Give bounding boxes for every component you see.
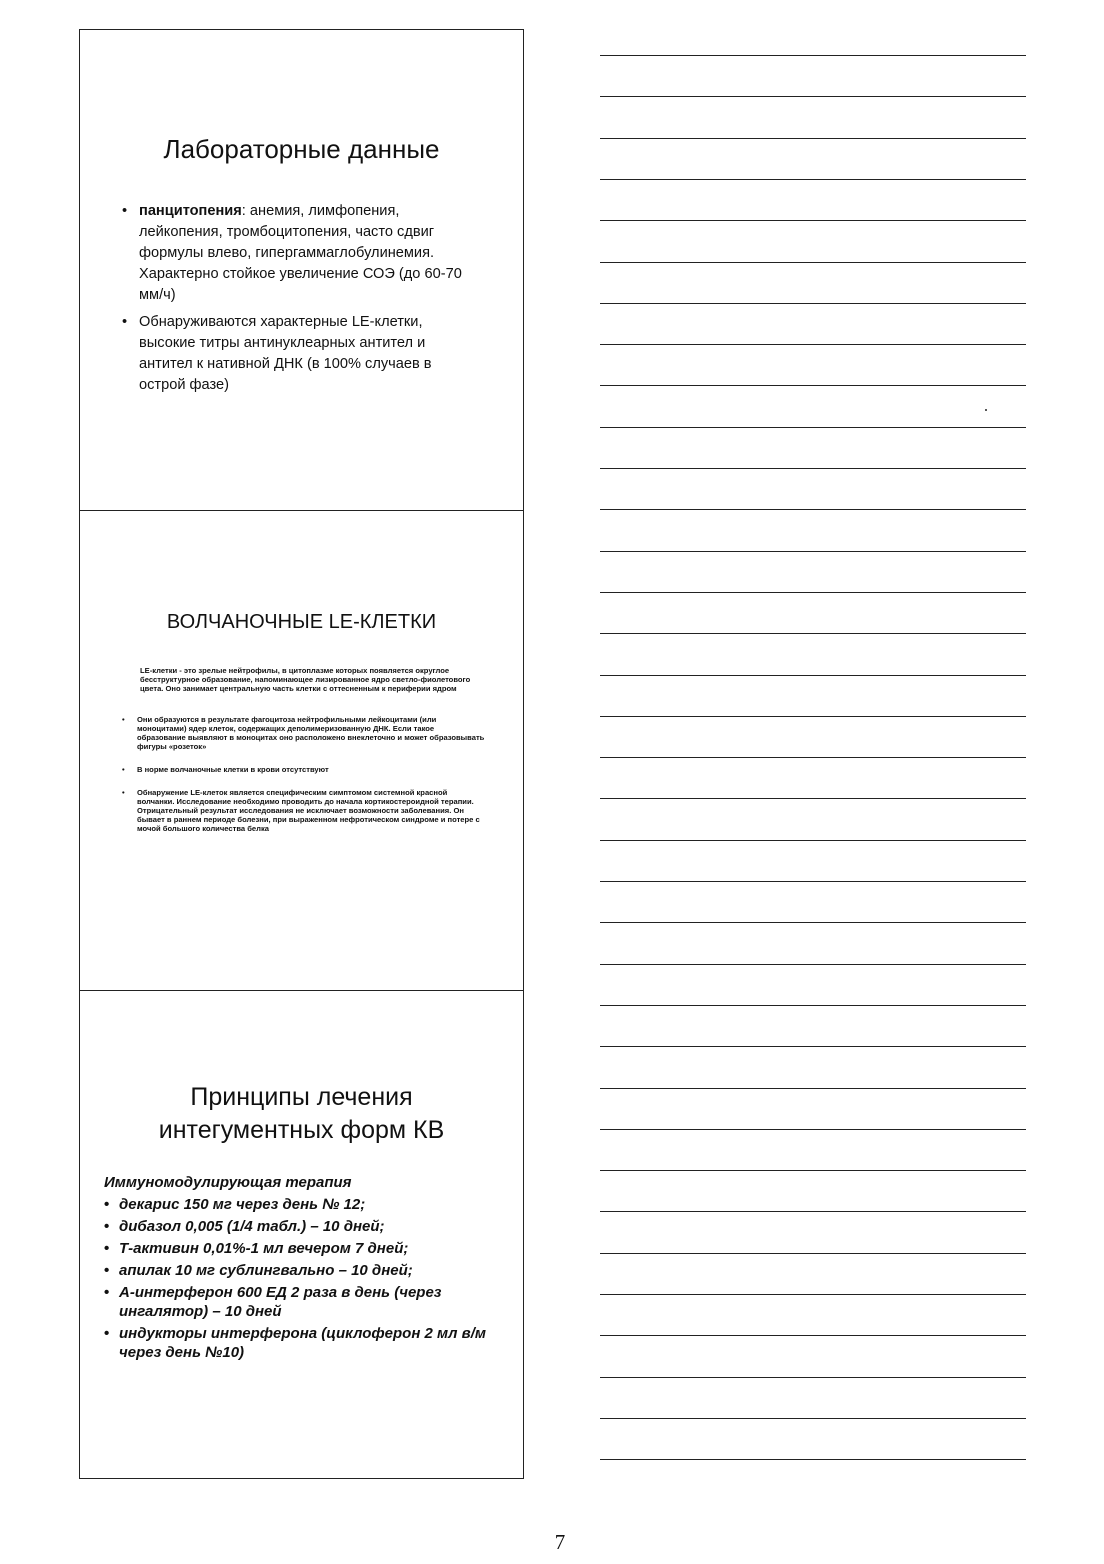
note-line	[600, 675, 1026, 676]
list-item: • А-интерферон 600 ЕД 2 раза в день (через ингалятор) – 10 дней	[104, 1283, 504, 1321]
bullet-list	[122, 201, 477, 402]
list-item: • Они образуются в результате фагоцитоза нейтрофильными лейкоцитами (или моноцитами) ядер клеток, содержащих деполимеризованную ДНК. Если такое образование выявляют в моноцитах оно расположено внеклеточно и может образовывать фигуры «розеток»	[120, 715, 485, 751]
list-item	[122, 312, 477, 396]
note-line	[600, 840, 1026, 841]
note-line	[600, 1211, 1026, 1212]
note-line	[600, 1129, 1026, 1130]
note-line	[600, 1335, 1026, 1336]
list-item: • апилак 10 мг сублингвально – 10 дней;	[104, 1261, 504, 1280]
list-item	[122, 201, 477, 306]
note-line	[600, 344, 1026, 345]
slides-column	[79, 29, 524, 1479]
slide-treatment-principles	[80, 990, 523, 1478]
list-item: • индукторы интерферона (циклоферон 2 мл в/м через день №10)	[104, 1324, 504, 1362]
note-line	[600, 964, 1026, 965]
note-line	[600, 757, 1026, 758]
item-text: Обнаруживаются характерные LE-клетки, высокие титры антинуклеарных антител и антител к нативной ДНК (в 100% случаев в острой фазе)	[139, 314, 432, 393]
slide-title: ВОЛЧАНОЧНЫЕ LE-КЛЕТКИ	[166, 611, 437, 633]
title-line: интегументных форм КВ	[158, 1116, 445, 1144]
note-line	[600, 1377, 1026, 1378]
note-line	[600, 179, 1026, 180]
intro-paragraph: LE-клетки - это зрелые нейтрофилы, в цитоплазме которых появляется округлое бесструктурное образование, напоминающее лизированное ядро светло-фиолетового цвета. Оно занимает центральную часть клетки с оттесненным к периферии ядром	[140, 665, 471, 693]
note-line	[600, 551, 1026, 552]
note-line	[600, 592, 1026, 593]
list-item: • декарис 150 мг через день № 12;	[104, 1195, 504, 1214]
list-item: • Т-активин 0,01%-1 мл вечером 7 дней;	[104, 1239, 504, 1258]
note-line	[600, 1418, 1026, 1419]
page-number: 7	[554, 1530, 566, 1554]
note-line	[600, 881, 1026, 882]
note-line	[600, 1253, 1026, 1254]
list-item: • В норме волчаночные клетки в крови отсутствуют	[120, 765, 485, 774]
slide-title	[80, 1081, 523, 1147]
note-line	[600, 1005, 1026, 1006]
slide-lab-data	[80, 30, 523, 510]
note-line	[600, 55, 1026, 56]
note-line	[600, 220, 1026, 221]
note-line	[600, 427, 1026, 428]
note-line	[600, 96, 1026, 97]
note-line	[600, 468, 1026, 469]
notes-lines-area	[600, 0, 1026, 1500]
note-line	[600, 303, 1026, 304]
list-item: • Обнаружение LE-клеток является специфическим симптомом системной красной волчанки. Исследование необходимо проводить до начала кортикостероидной терапии. Отрицательный результат исследования не исключает возможности заболевания. Он бывает в раннем периоде болезни, при выраженном нефротическом синдроме и потере с мочой большого количества белка	[120, 788, 485, 833]
slide-title: Лабораторные данные	[163, 134, 440, 164]
note-line	[600, 716, 1026, 717]
note-line	[600, 922, 1026, 923]
title-line: Принципы лечения	[190, 1083, 413, 1111]
bullet-list	[104, 1195, 504, 1365]
note-line	[600, 138, 1026, 139]
note-line	[600, 262, 1026, 263]
note-line	[600, 509, 1026, 510]
bullet-list	[120, 715, 485, 847]
note-line	[600, 1088, 1026, 1089]
slide-le-cells	[80, 510, 523, 990]
note-line	[600, 1459, 1026, 1460]
note-line	[600, 1046, 1026, 1047]
note-line	[600, 798, 1026, 799]
list-item: • дибазол 0,005 (1/4 табл.) – 10 дней;	[104, 1217, 504, 1236]
note-line	[600, 385, 1026, 386]
subheading: Иммуномодулирующая терапия	[104, 1174, 352, 1191]
stray-dot	[985, 409, 987, 411]
note-line	[600, 1294, 1026, 1295]
bold-term: панцитопения	[139, 203, 242, 219]
note-line	[600, 1170, 1026, 1171]
item-text: : анемия, лимфопения, лейкопения, тромбоцитопения, часто сдвиг формулы влево, гипергаммаглобулинемия. Характерно стойкое увеличение СОЭ (до 60-70 мм/ч)	[139, 203, 462, 303]
note-line	[600, 633, 1026, 634]
